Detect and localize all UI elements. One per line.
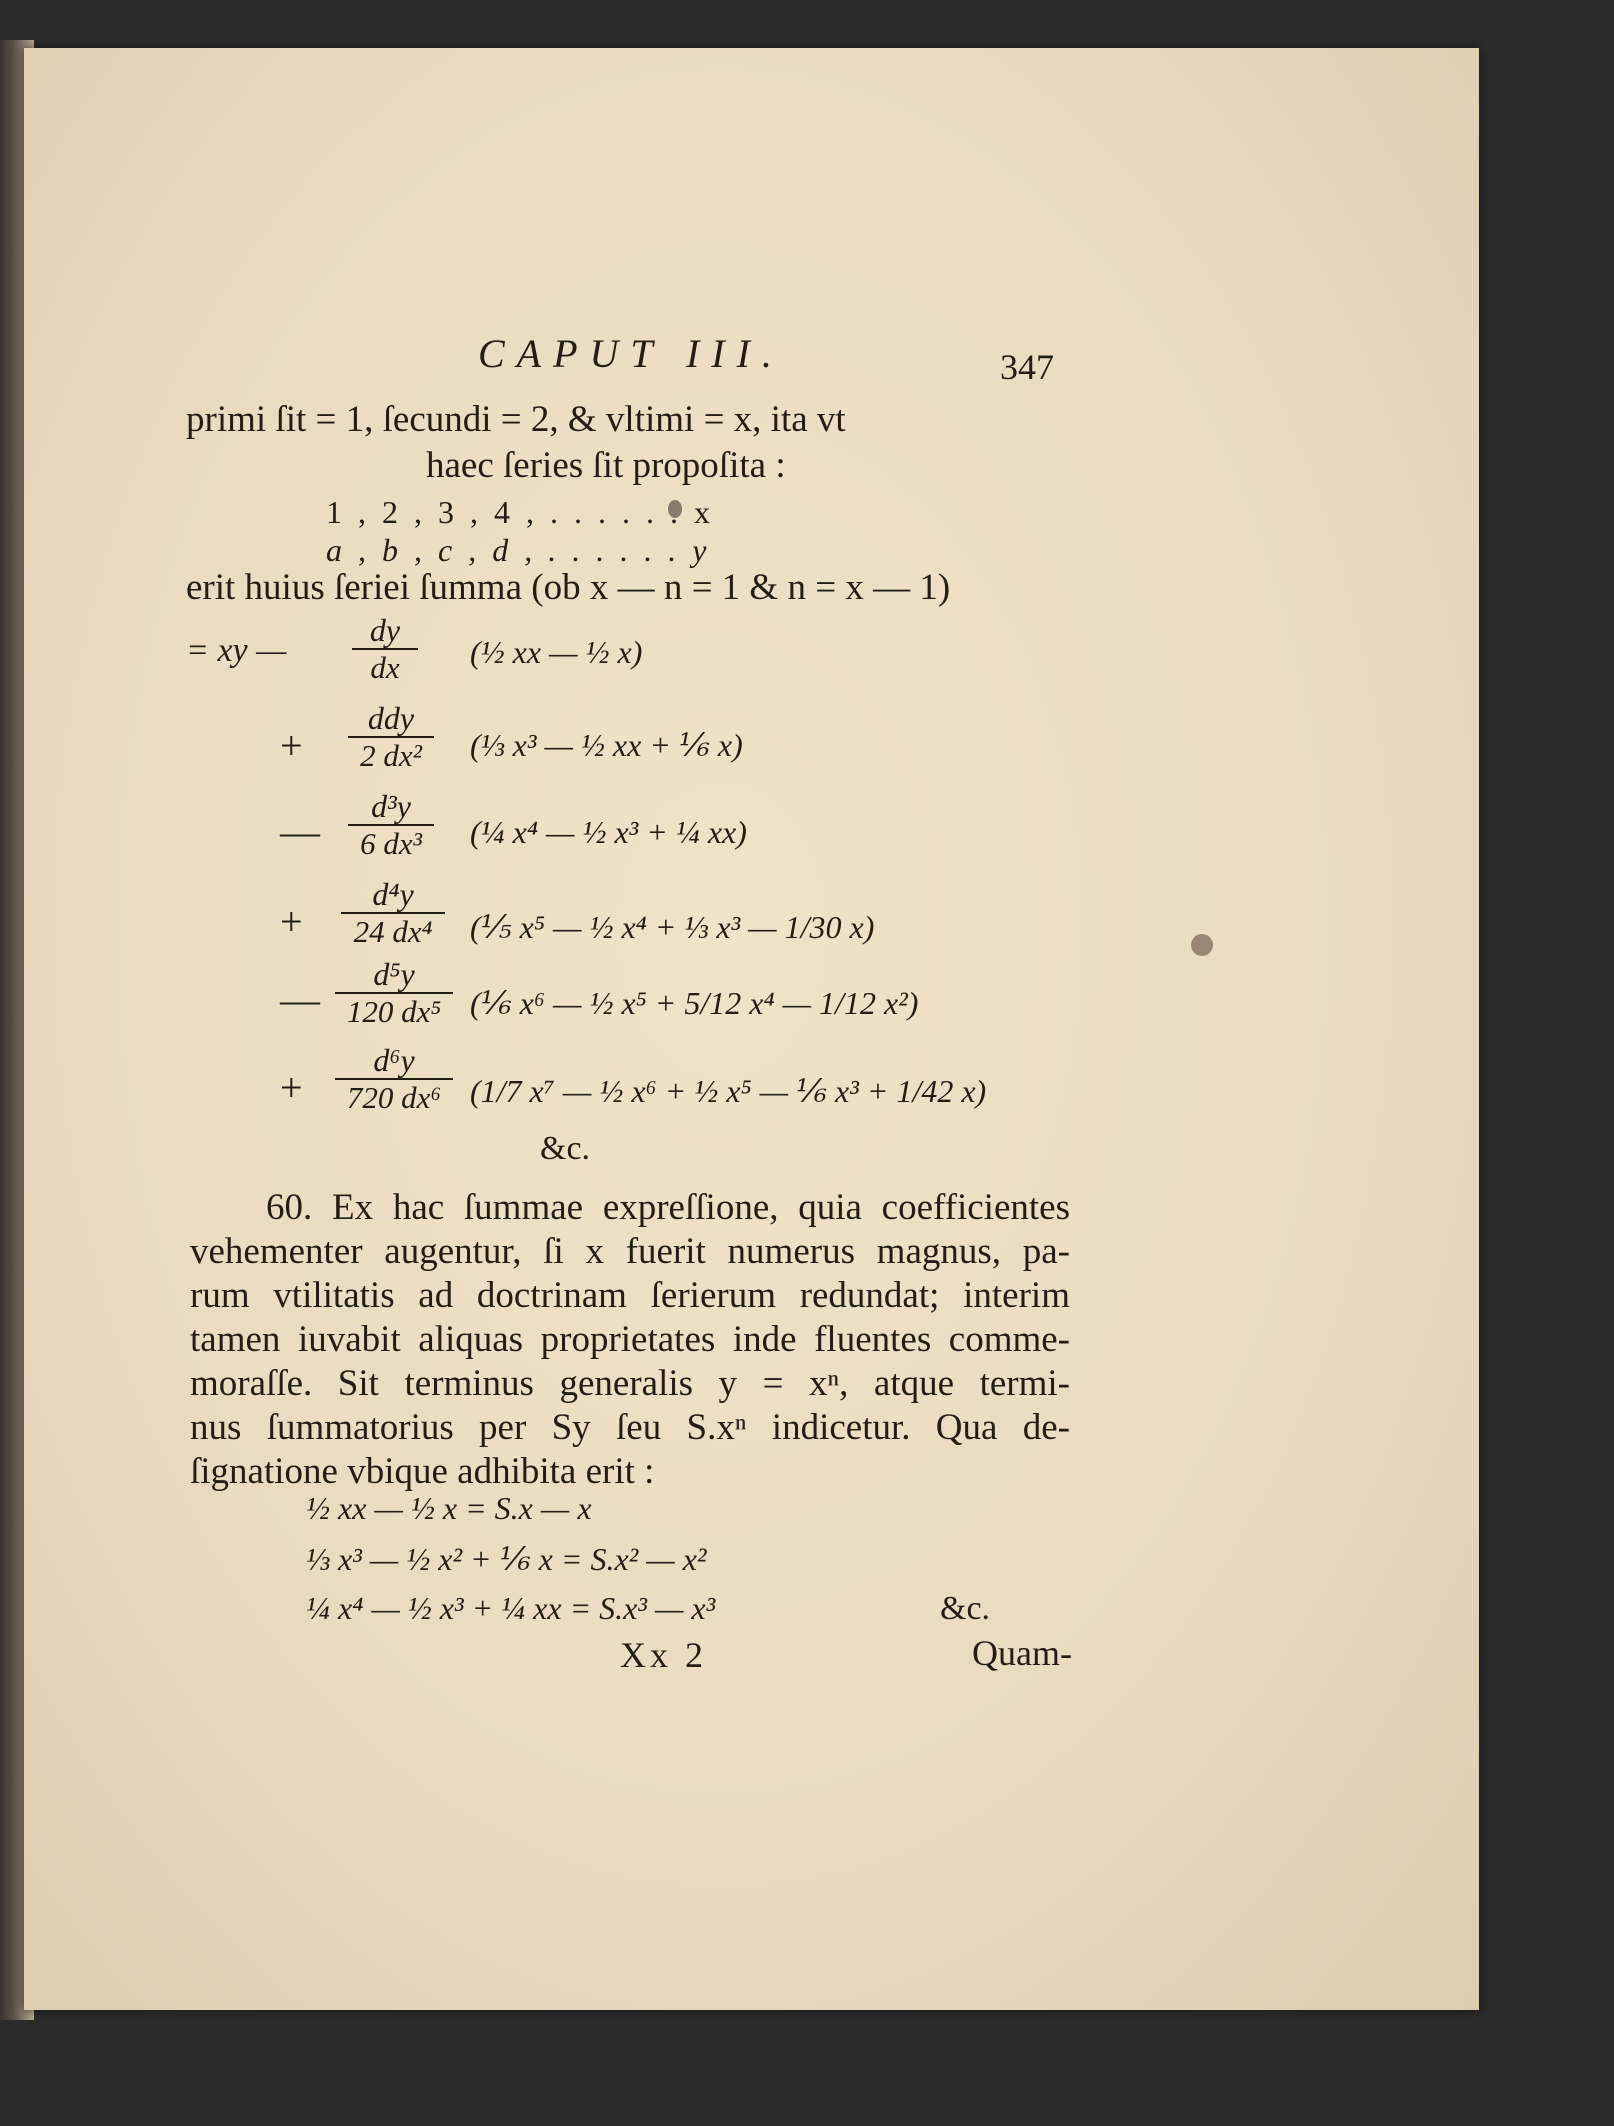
page-number: 347 (1000, 347, 1054, 387)
formula-polynomial: (⅓ x³ — ½ xx + ⅙ x) (470, 727, 743, 763)
fraction-denominator: 720 dx⁶ (346, 1080, 442, 1115)
paragraph-line: rum vtilitatis ad doctrinam ſerierum redundat; interim (190, 1275, 1070, 1316)
formula-sign: + (280, 723, 303, 768)
series-row-index: 1 , 2 , 3 , 4 , . . . . . . x (326, 494, 714, 530)
formula-fraction (332, 1042, 456, 1116)
series-row-terms: a , b , c , d , . . . . . . y (326, 532, 711, 568)
formula-sign: — (280, 809, 320, 854)
formula-fraction (350, 612, 420, 686)
fraction-numerator: dy (369, 612, 401, 648)
running-title: CAPUT III. (478, 331, 784, 376)
formula-sign: + (280, 899, 303, 944)
catchword: Quam- (972, 1633, 1072, 1673)
formula-lead: = xy — (186, 632, 287, 669)
fraction-numerator: d³y (371, 788, 411, 824)
formula-fraction (346, 788, 436, 862)
identity-line: ½ xx — ½ x = S.x — x (306, 1490, 592, 1526)
intro-line-1: primi ſit = 1, ſecundi = 2, & vltimi = x, ita vt (186, 399, 846, 440)
identity-line: ⅓ x³ — ½ x² + ⅙ x = S.x² — x² (306, 1541, 707, 1577)
formula-fraction (338, 876, 448, 950)
formula-polynomial: (¼ x⁴ — ½ x³ + ¼ xx) (470, 814, 747, 850)
fraction-denominator: 6 dx³ (360, 826, 422, 861)
fraction-numerator: d⁴y (372, 876, 414, 912)
fraction-numerator: ddy (367, 700, 415, 736)
formula-fraction (346, 700, 436, 774)
identities-etc: &c. (940, 1590, 991, 1627)
paragraph-line: vehementer augentur, ſi x fuerit numerus magnus, pa- (190, 1231, 1070, 1272)
paragraph-line: nus ſummatorius per Sy ſeu S.xⁿ indicetur. Qua de- (190, 1407, 1070, 1448)
paragraph-line: tamen iuvabit aliquas proprietates inde fluentes comme- (190, 1319, 1070, 1360)
paragraph-line: ſignatione vbique adhibita erit : (190, 1451, 655, 1492)
fraction-denominator: 2 dx² (360, 738, 422, 773)
fraction-numerator: d⁶y (373, 1042, 415, 1078)
fraction-denominator: dx (370, 650, 400, 685)
signature-mark: Xx 2 (620, 1635, 707, 1675)
paragraph-line: 60. Ex hac ſummae expreſſione, quia coefficientes (266, 1187, 1070, 1228)
formula-etc: &c. (540, 1130, 591, 1167)
formula-fraction (332, 956, 456, 1030)
formula-polynomial: (⅕ x⁵ — ½ x⁴ + ⅓ x³ — 1/30 x) (470, 909, 875, 945)
identity-line: ¼ x⁴ — ½ x³ + ¼ xx = S.x³ — x³ (306, 1590, 716, 1626)
fraction-numerator: d⁵y (373, 956, 415, 992)
formula-sign: + (280, 1065, 303, 1110)
fraction-denominator: 120 dx⁵ (346, 994, 442, 1029)
sum-intro-line: erit huius ſeriei ſumma (ob x — n = 1 & n = x — 1) (186, 567, 951, 608)
formula-sign: — (280, 977, 320, 1022)
formula-polynomial: (½ xx — ½ x) (470, 634, 643, 670)
paragraph-line: moraſſe. Sit terminus generalis y = xⁿ, atque termi- (190, 1363, 1070, 1404)
formula-polynomial: (⅙ x⁶ — ½ x⁵ + 5/12 x⁴ — 1/12 x²) (470, 985, 919, 1021)
ink-stain (1191, 934, 1213, 956)
fraction-denominator: 24 dx⁴ (353, 914, 433, 949)
intro-line-2: haec ſeries ſit propoſita : (426, 445, 786, 486)
formula-polynomial: (1/7 x⁷ — ½ x⁶ + ½ x⁵ — ⅙ x³ + 1/42 x) (470, 1073, 987, 1109)
